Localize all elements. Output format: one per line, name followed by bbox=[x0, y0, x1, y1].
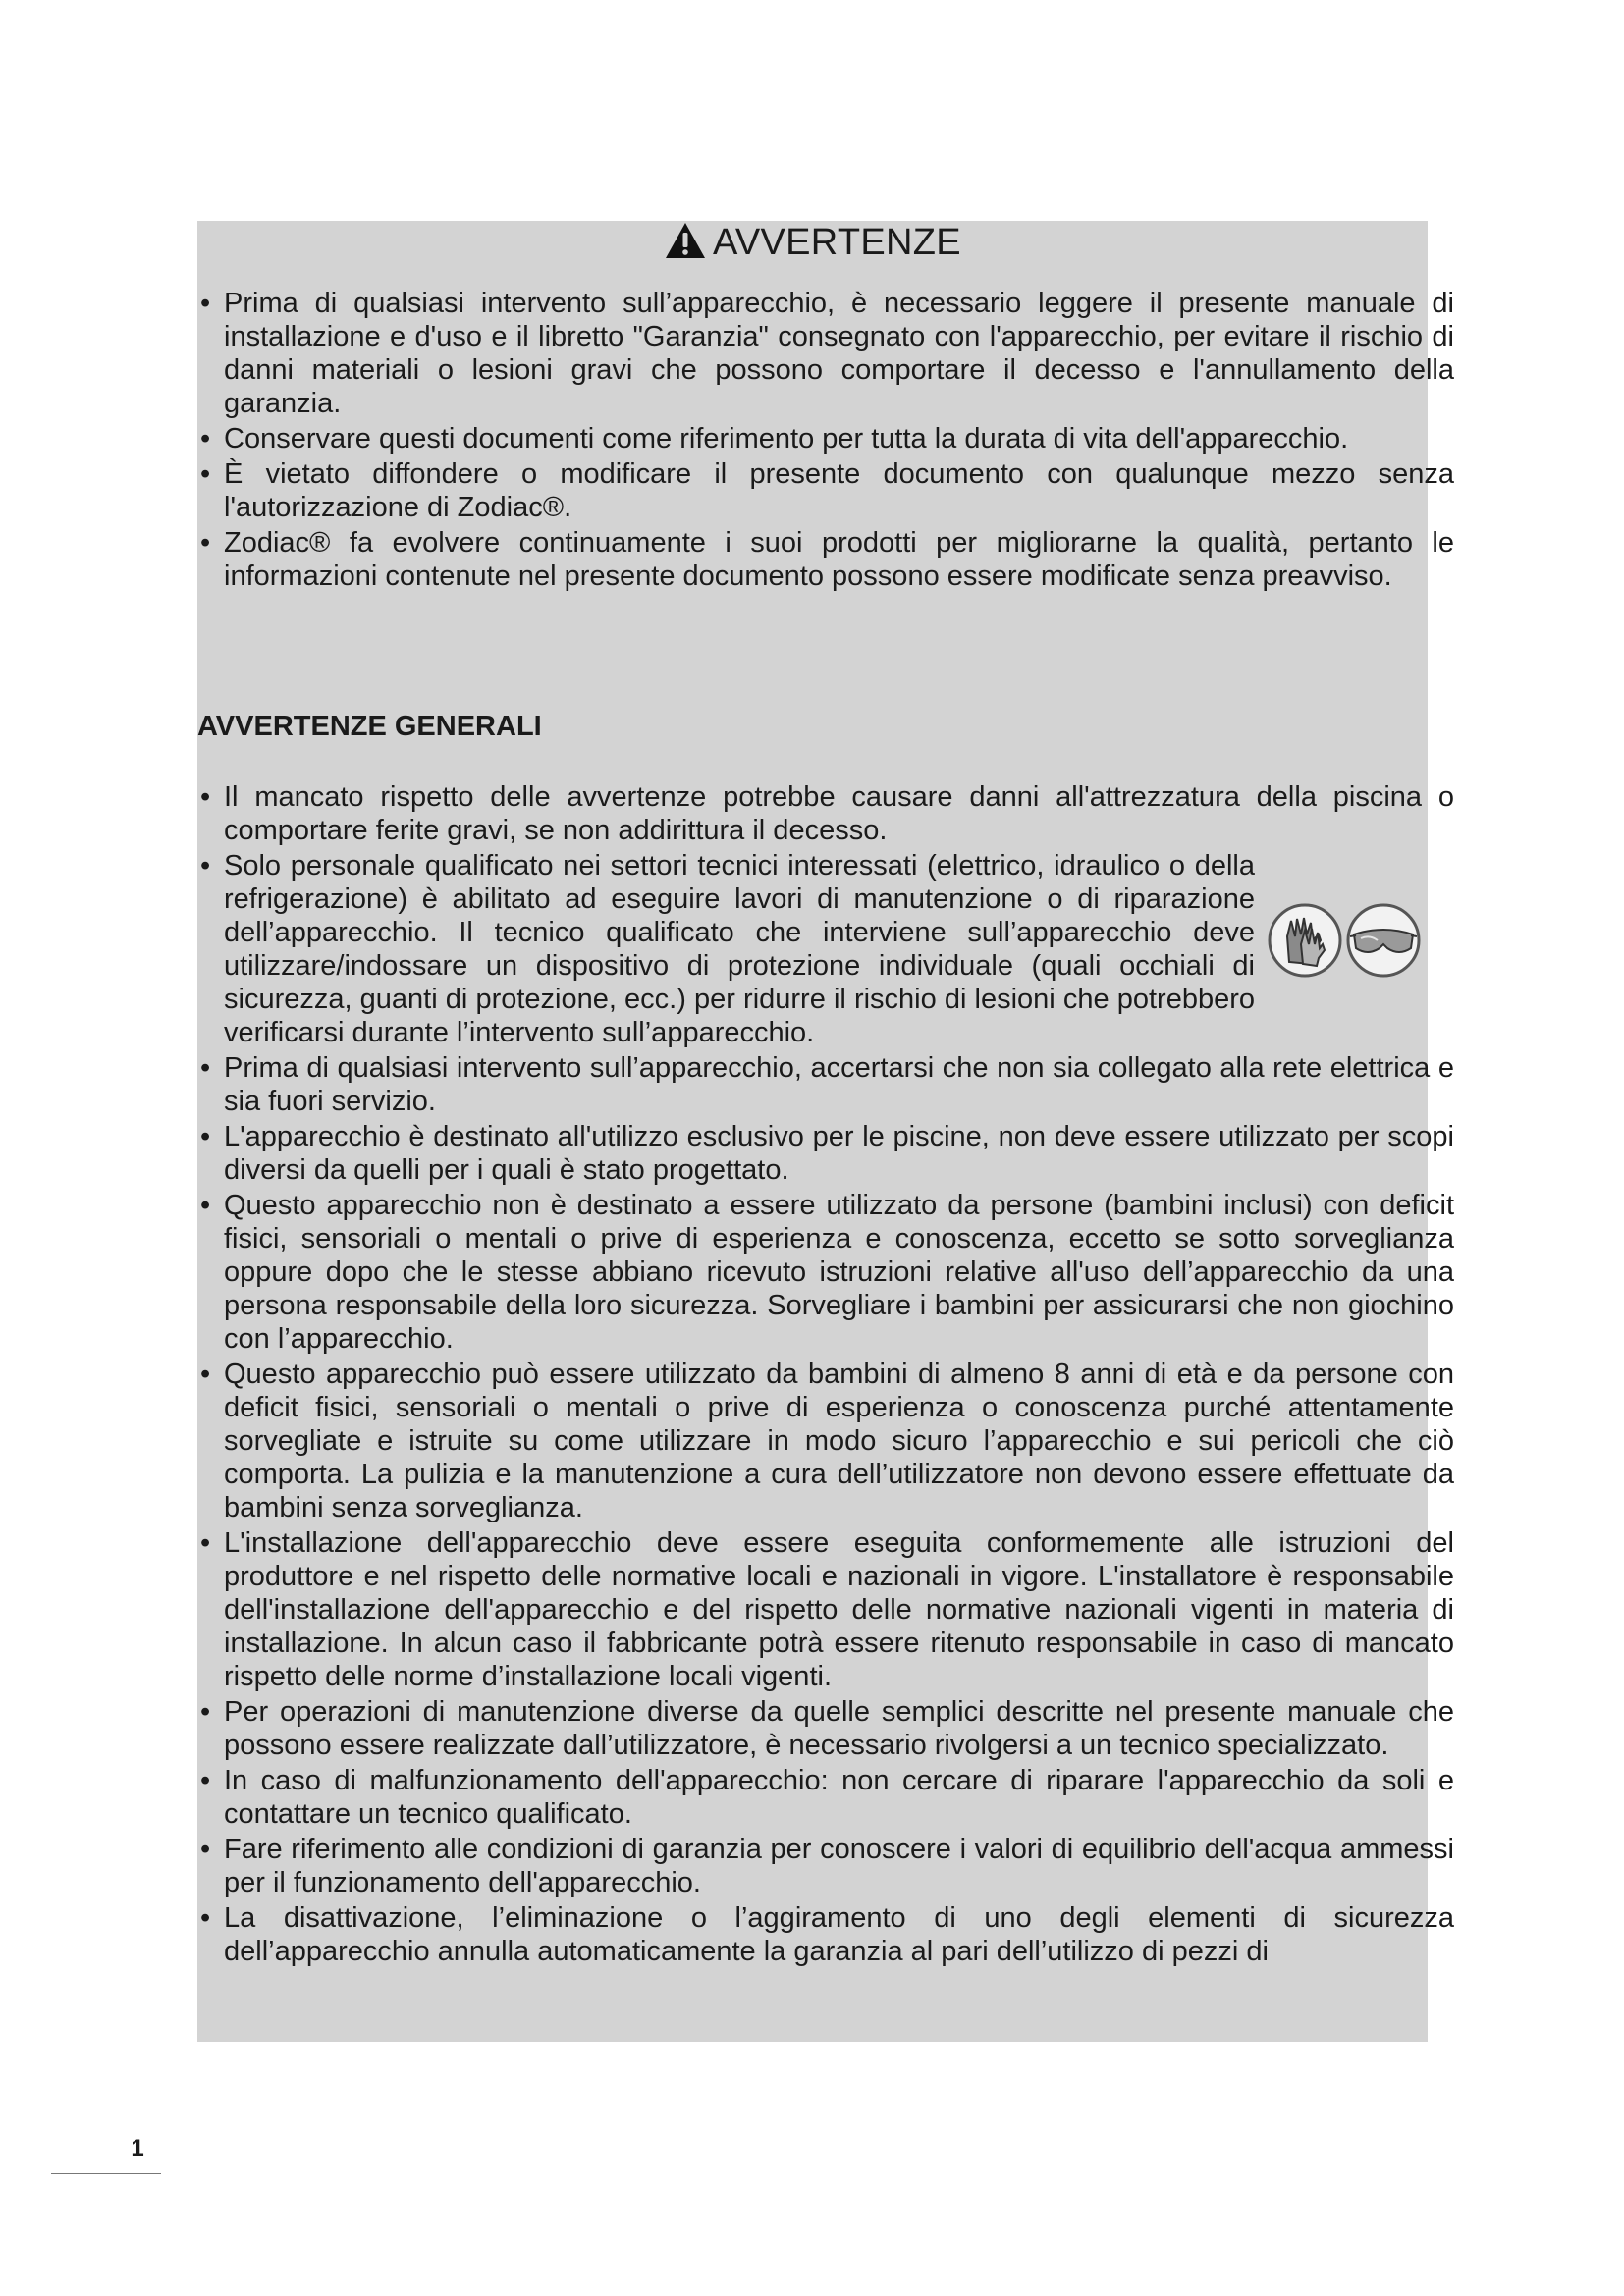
general-item: • Il mancato rispetto delle avvertenze potrebbe causare danni all'attrezzatura della piscina o comportare ferite gravi, se non addirittura il decesso. bbox=[197, 780, 1454, 847]
general-item: • Questo apparecchio non è destinato a essere utilizzato da persone (bambini inclusi) con deficit fisici, sensoriali o mentali o prive di esperienza e conoscenza, eccetto se sotto sorveglianza oppure dopo che le stesse abbiano ricevuto istruzioni relative all'uso dell’apparecchio da una persona responsabile della loro sicurezza. Sorvegliare i bambini per assicurarsi che non giochino con l’apparecchio. bbox=[197, 1189, 1454, 1356]
intro-warnings bbox=[197, 287, 1464, 595]
intro-item: • Conservare questi documenti come riferimento per tutta la durata di vita dell'apparecchio. bbox=[197, 422, 1387, 455]
safety-glasses-icon bbox=[1348, 905, 1419, 976]
general-item: • L'installazione dell'apparecchio deve essere eseguita conformemente alle istruzioni del produttore e nel rispetto delle normative locali e nazionali in vigore. L'installatore è responsabile dell'installazione dell'apparecchio e del rispetto delle normative nazionali vigenti in materia di installazione. In alcun caso il fabbricante potrà essere ritenuto responsabile in caso di mancato rispetto delle norme d’installazione locali vigenti. bbox=[197, 1526, 1454, 1693]
general-warnings-title: AVVERTENZE GENERALI bbox=[197, 711, 542, 742]
footer-divider bbox=[51, 2173, 161, 2174]
warnings-header bbox=[197, 216, 1428, 269]
general-item: • Fare riferimento alle condizioni di garanzia per conoscere i valori di equilibrio dell'acqua ammessi per il funzionamento dell'apparecchio. bbox=[197, 1833, 1454, 1899]
general-item: • Solo personale qualificato nei settori tecnici interessati (elettrico, idraulico o della refrigerazione) è abilitato ad eseguire lavori di manutenzione o di riparazione dell’apparecchio. Il tecnico qualificato che interviene sull’apparecchio deve utilizzare/indossare un dispositivo di protezione individuale (quali occhiali di sicurezza, guanti di protezione, ecc.) per ridurre il rischio di lesioni che potrebbero verificarsi durante l’intervento sull’apparecchio. bbox=[197, 849, 1255, 1049]
intro-item: • Zodiac® fa evolvere continuamente i suoi prodotti per migliorarne la qualità, pertanto le informazioni contenute nel presente documento possono essere modificate senza preavviso. bbox=[197, 526, 1454, 593]
gloves-icon bbox=[1270, 905, 1340, 976]
general-item: • Questo apparecchio può essere utilizzato da bambini di almeno 8 anni di età e da persone con deficit fisici, sensoriali o mentali o prive di esperienza o conoscenza purché attentamente sorvegliate e istruite su come utilizzare in modo sicuro l’apparecchio e sui pericoli che ciò comporta. La pulizia e la manutenzione a cura dell’utilizzatore non devono essere effettuate da bambini senza sorveglianza. bbox=[197, 1358, 1454, 1524]
intro-item: • È vietato diffondere o modificare il presente documento con qualunque mezzo senza l'autorizzazione di Zodiac®. bbox=[197, 457, 1454, 524]
warnings-title: AVVERTENZE bbox=[713, 222, 961, 263]
ppe-icons bbox=[1268, 901, 1425, 980]
intro-item: • Prima di qualsiasi intervento sull’apparecchio, è necessario leggere il presente manuale di installazione e d'uso e il libretto "Garanzia" consegnato con l'apparecchio, per evitare il rischio di danni materiali o lesioni gravi che possono comportare il decesso e l'annullamento della garanzia. bbox=[197, 287, 1454, 420]
general-item: • La disattivazione, l’eliminazione o l’aggiramento di uno degli elementi di sicurezza dell’apparecchio annulla automaticamente la garanzia al pari dell’utilizzo di pezzi di bbox=[197, 1901, 1454, 1968]
general-item: • Per operazioni di manutenzione diverse da quelle semplici descritte nel presente manuale che possono essere realizzate dall’utilizzatore, è necessario rivolgersi a un tecnico specializzato. bbox=[197, 1695, 1454, 1762]
general-item: • L'apparecchio è destinato all'utilizzo esclusivo per le piscine, non deve essere utilizzato per scopi diversi da quelli per i quali è stato progettato. bbox=[197, 1120, 1454, 1187]
page-number: 1 bbox=[131, 2135, 144, 2162]
general-item: • In caso di malfunzionamento dell'apparecchio: non cercare di riparare l'apparecchio da soli e contattare un tecnico qualificato. bbox=[197, 1764, 1454, 1831]
general-item: • Prima di qualsiasi intervento sull’apparecchio, accertarsi che non sia collegato alla rete elettrica e sia fuori servizio. bbox=[197, 1051, 1454, 1118]
warning-triangle-icon bbox=[664, 221, 707, 260]
